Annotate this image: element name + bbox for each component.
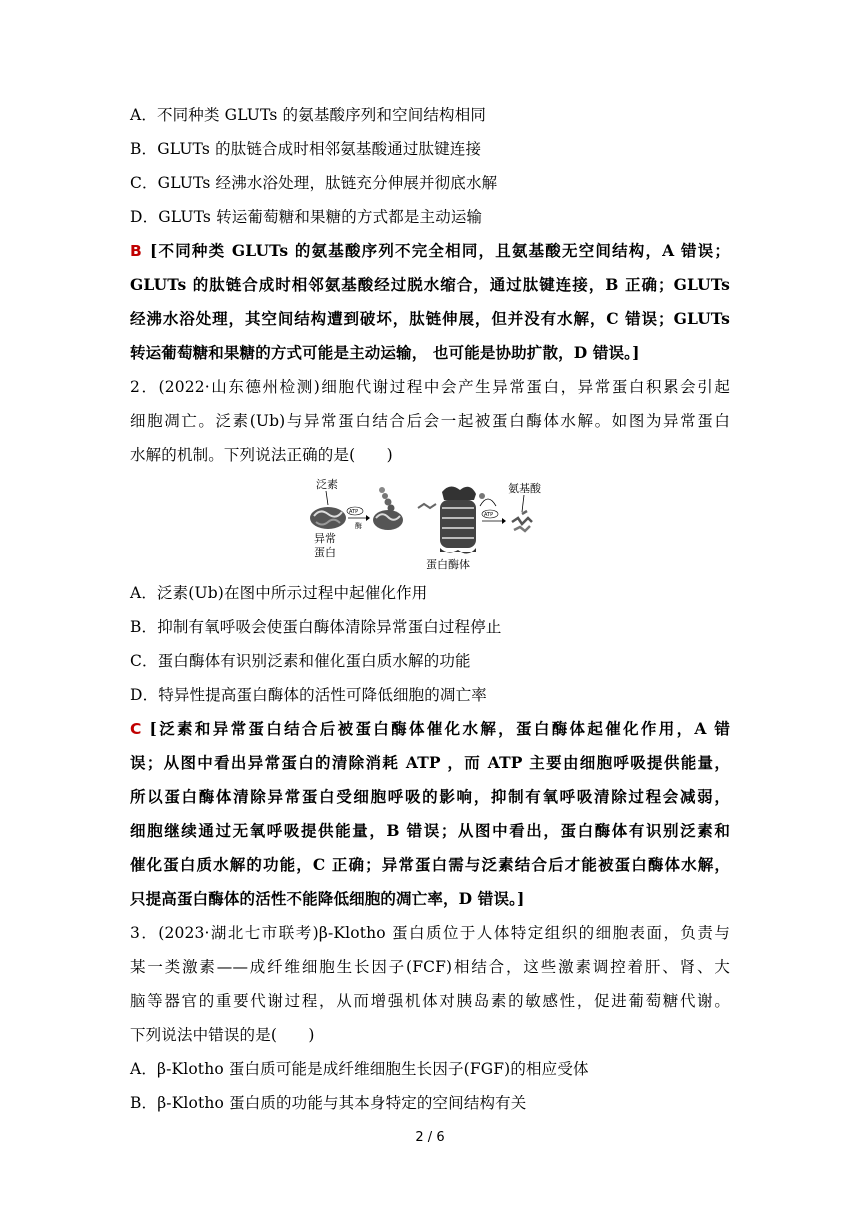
- proteasome-diagram: [300, 478, 560, 570]
- label-abnormal-1: 异常: [314, 532, 336, 545]
- q2-option-c: C．蛋白酶体有识别泛素和催化蛋白质水解的功能: [130, 652, 471, 670]
- q2-stem-line-2: 细胞凋亡。泛素(Ub)与异常蛋白结合后会一起被蛋白酶体水解。如图为异常蛋白: [130, 412, 730, 430]
- abnormal-protein-shape: [310, 507, 346, 529]
- q2-explanation-line-6: 只提高蛋白酶体的活性不能降低细胞的凋亡率，D 错误。]: [130, 889, 525, 908]
- q2-option-d: D．特异性提高蛋白酶体的活性可降低细胞的凋亡率: [130, 686, 487, 704]
- amino-acid-fragments: [512, 511, 532, 531]
- q1-option-c: C．GLUTs 经沸水浴处理，肽链充分伸展并彻底水解: [130, 174, 498, 192]
- q2-answer: C: [130, 720, 142, 738]
- q3-option-a: A．β-Klotho 蛋白质可能是成纤维细胞生长因子(FGF)的相应受体: [130, 1060, 589, 1078]
- q2-stem-line-3: 水解的机制。下列说法正确的是( ): [130, 446, 393, 464]
- q1-explanation-line-2: GLUTs 的肽链合成时相邻氨基酸经过脱水缩合，通过肽键连接，B 正确；GLUTs: [130, 275, 730, 294]
- q1-explanation-line-4: 转运葡萄糖和果糖的方式可能是主动运输， 也可能是协助扩散，D 错误。]: [130, 343, 640, 362]
- q2-explanation-text-1: [泛素和异常蛋白结合后被蛋白酶体催化水解，蛋白酶体起催化作用，A 错: [149, 719, 730, 738]
- enzyme-label: 酶: [355, 522, 362, 530]
- atp-label-1: ATP: [349, 509, 359, 515]
- q2-stem-line-1: 2．(2022·山东德州检测)细胞代谢过程中会产生异常蛋白，异常蛋白积累会引起: [130, 378, 730, 396]
- q1-option-b: B．GLUTs 的肽链合成时相邻氨基酸通过肽键连接: [130, 140, 482, 158]
- q2-explanation-line-2: 误；从图中看出异常蛋白的清除消耗 ATP ，而 ATP 主要由细胞呼吸提供能量，: [130, 753, 730, 772]
- q1-explanation-line-1: [130, 234, 730, 268]
- q1-answer: B: [130, 242, 142, 260]
- q2-explanation-line-1: [130, 712, 730, 746]
- atp-arrow-2: [479, 493, 506, 524]
- q2-option-a: A．泛素(Ub)在图中所示过程中起催化作用: [130, 584, 428, 602]
- q2-explanation-line-5: 催化蛋白质水解的功能，C 正确；异常蛋白需与泛素结合后才能被蛋白酶体水解，: [130, 855, 730, 874]
- q2-option-b: B．抑制有氧呼吸会使蛋白酶体清除异常蛋白过程停止: [130, 618, 502, 636]
- page-number: 2 / 6: [415, 1130, 445, 1145]
- label-proteasome: 蛋白酶体: [426, 558, 470, 570]
- atp-arrow-1: [347, 507, 370, 530]
- label-ubiquitin: 泛素: [316, 478, 338, 491]
- q1-explanation-text-1: [不同种类 GLUTs 的氨基酸序列不完全相同，且氨基酸无空间结构，A 错误；: [149, 241, 730, 260]
- q2-explanation-line-3: 所以蛋白酶体清除异常蛋白受细胞呼吸的影响，抑制有氧呼吸清除过程会减弱，: [130, 787, 730, 806]
- q3-stem-line-4: 下列说法中错误的是( ): [130, 1026, 315, 1044]
- q3-option-b: B．β-Klotho 蛋白质的功能与其本身特定的空间结构有关: [130, 1094, 527, 1112]
- label-abnormal-2: 蛋白: [314, 546, 336, 559]
- q3-stem-line-3: 脑等器官的重要代谢过程，从而增强机体对胰岛素的敏感性，促进葡萄糖代谢。: [130, 992, 730, 1010]
- q1-option-d: D．GLUTs 转运葡萄糖和果糖的方式都是主动运输: [130, 208, 483, 226]
- q2-explanation-line-4: 细胞继续通过无氧呼吸提供能量，B 错误；从图中看出，蛋白酶体有识别泛素和: [130, 821, 730, 840]
- label-amino-acid: 氨基酸: [508, 482, 541, 495]
- proteasome-shape: [418, 486, 476, 553]
- q1-explanation-line-3: 经沸水浴处理，其空间结构遭到破坏，肽链伸展，但并没有水解，C 错误；GLUTs: [130, 309, 730, 328]
- q3-stem-line-2: 某一类激素——成纤维细胞生长因子(FCF)相结合，这些激素调控着肝、肾、大: [130, 958, 730, 976]
- atp-label-2: ATP: [484, 512, 494, 518]
- q1-option-a: A．不同种类 GLUTs 的氨基酸序列和空间结构相同: [130, 106, 487, 124]
- ubiquitinated-protein: [373, 487, 403, 530]
- q3-stem-line-1: 3．(2023·湖北七市联考)β-Klotho 蛋白质位于人体特定组织的细胞表面，负责与: [130, 924, 730, 942]
- q2-figure: [300, 478, 560, 570]
